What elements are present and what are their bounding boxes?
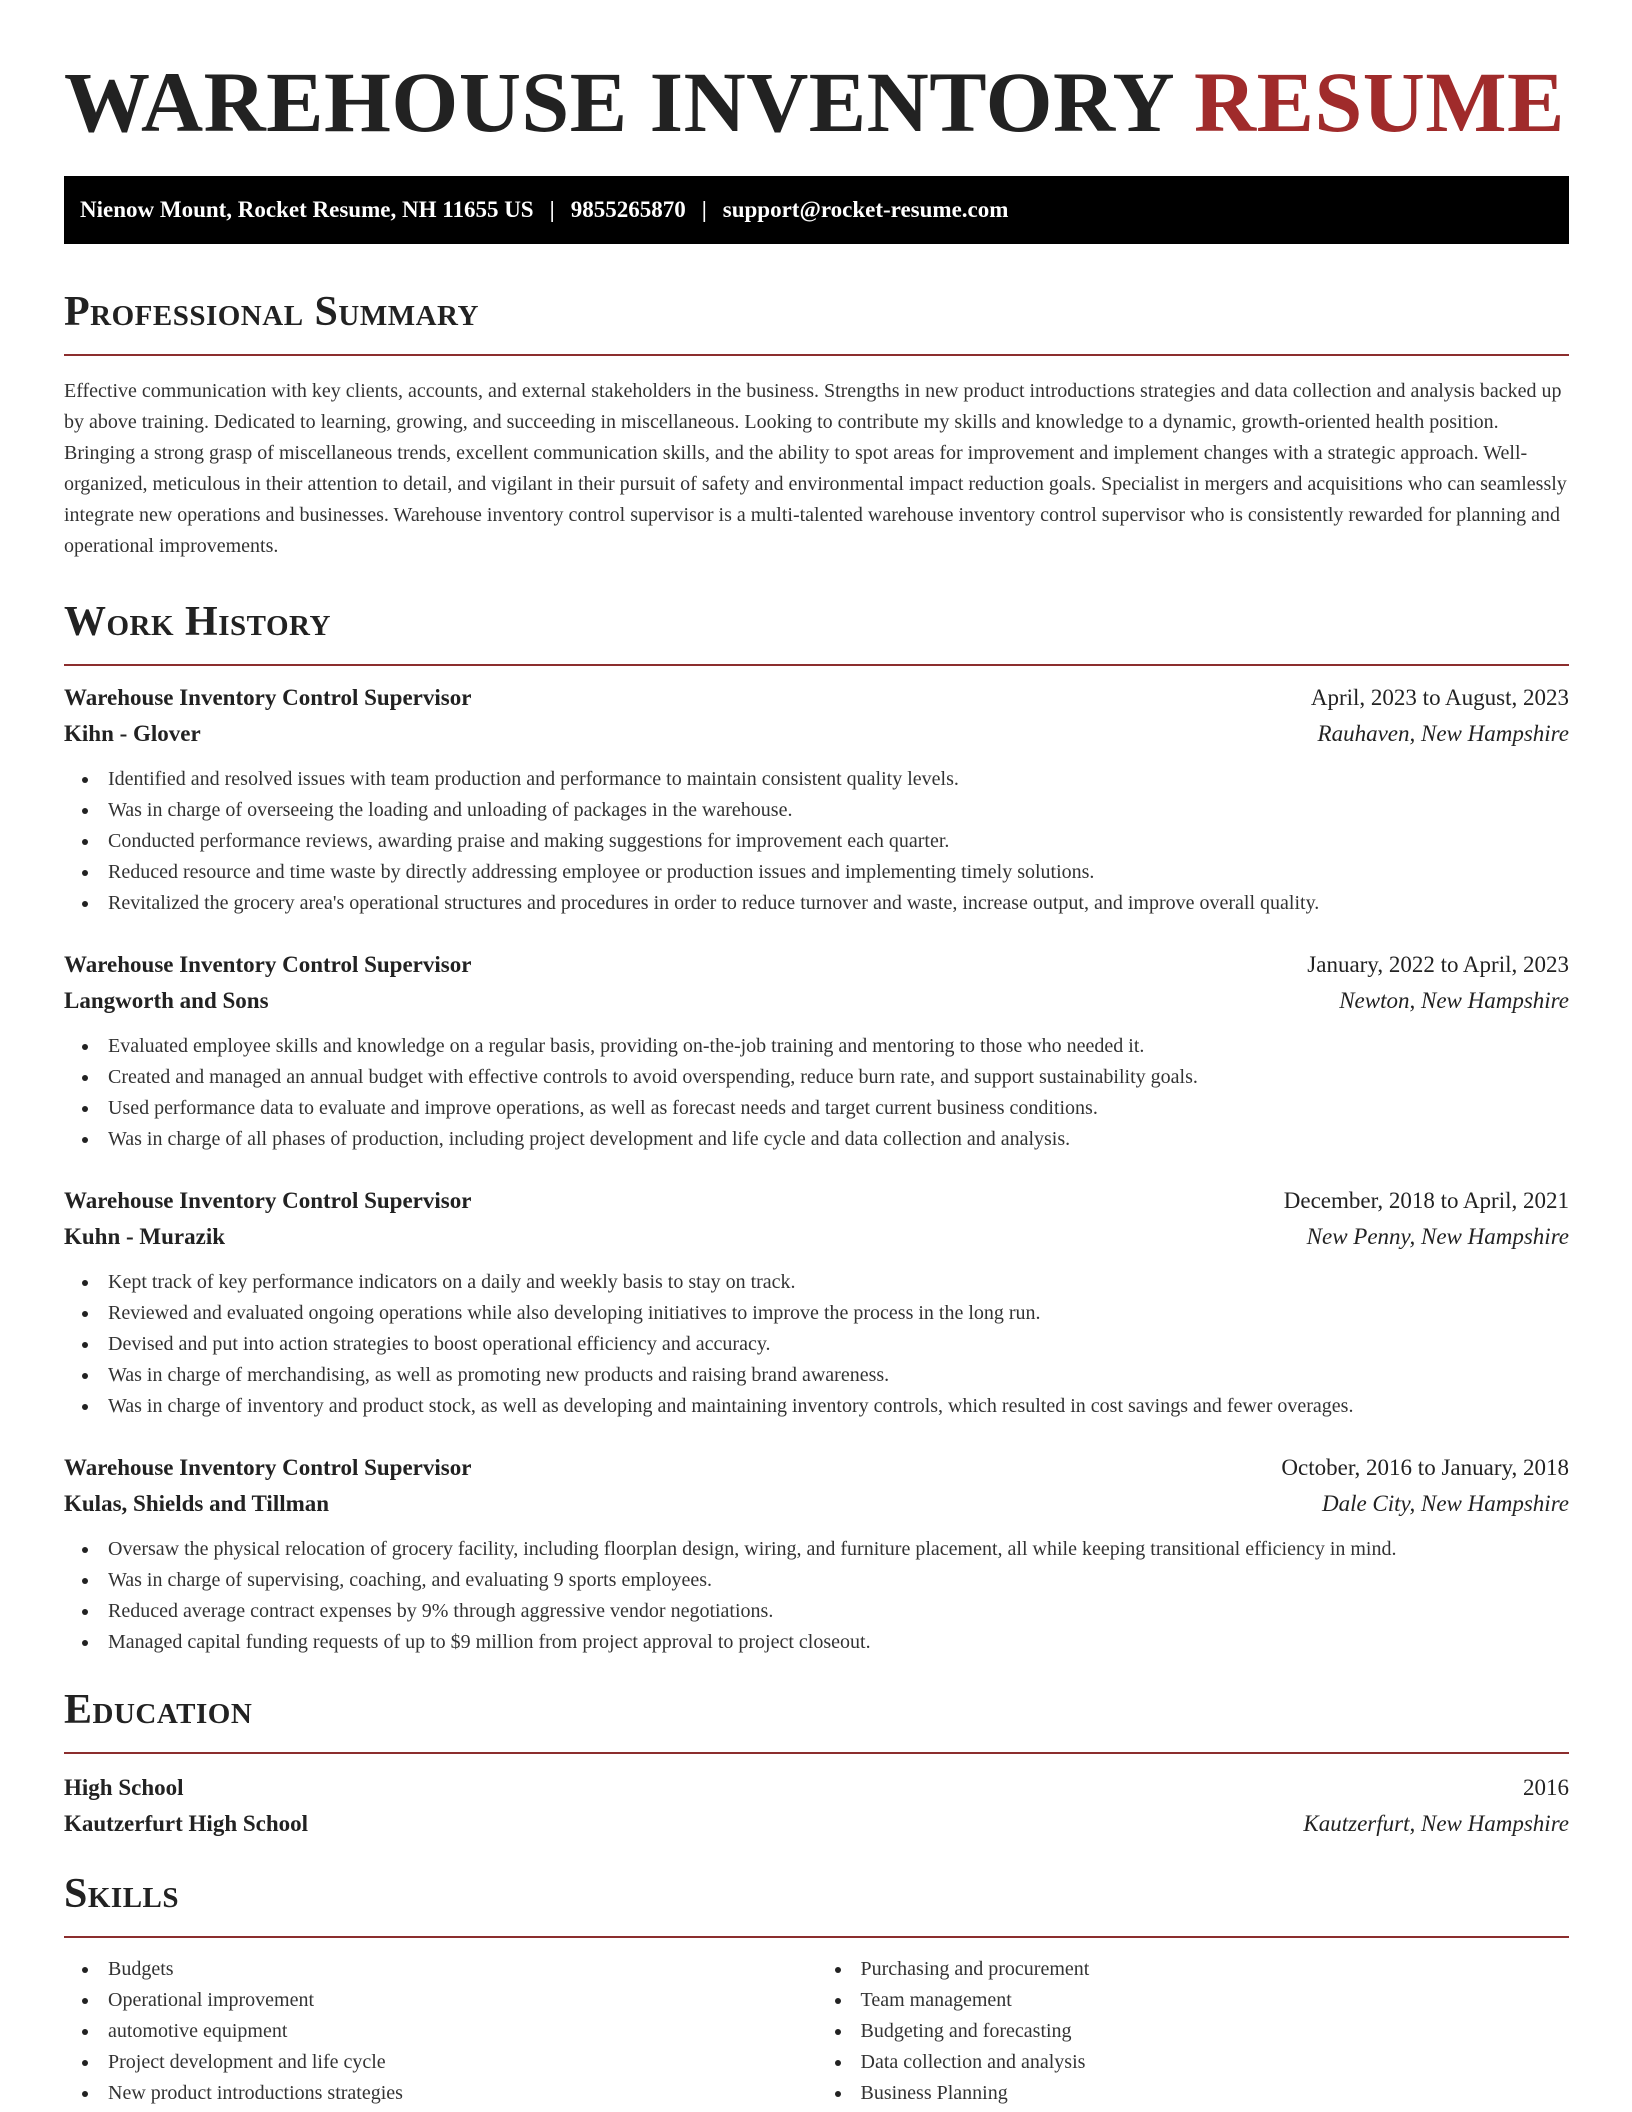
job-title: Warehouse Inventory Control Supervisor bbox=[64, 685, 472, 710]
summary-text: Effective communication with key clients, accounts, and external stakeholders in the business. Strengths in new product introductions strategies and data collection and analysis backed up by above training. Dedicated to learning, growing, and succeeding in miscellaneous. Looking to contribute my skills and knowledge to a dynamic, growth-oriented health position. Bringing a strong grasp of miscellaneous trends, excellent communication skills, and the ability to spot areas for improvement and implement changes with a strategic approach. Well-organized, meticulous in their attention to detail, and vigilant in their pursuit of safety and environmental impact reduction goals. Specialist in mergers and acquisitions who can seamlessly integrate new operations and businesses. Warehouse inventory control supervisor is a multi-talented warehouse inventory control supervisor who is consistently rewarded for planning and operational improvements. bbox=[64, 380, 1567, 557]
contact-address: Nienow Mount, Rocket Resume, NH 11655 US bbox=[80, 197, 534, 222]
job-bullet: Created and managed an annual budget with effective controls to avoid overspending, reduce burn rate, and support sustainability goals. bbox=[108, 1062, 1569, 1093]
section-divider bbox=[64, 664, 1569, 666]
skill-item: Budgets bbox=[108, 1954, 817, 1985]
section-divider bbox=[64, 1752, 1569, 1754]
skill-item: Team management bbox=[861, 1985, 1570, 2016]
job-bullet: Used performance data to evaluate and improve operations, as well as forecast needs and target current business conditions. bbox=[108, 1093, 1569, 1124]
job-row bbox=[64, 1183, 1569, 1219]
job-dates: April, 2023 to August, 2023 bbox=[1310, 685, 1569, 710]
job-bullet: Oversaw the physical relocation of grocery facility, including floorplan design, wiring, and furniture placement, all while keeping transitional efficiency in mind. bbox=[108, 1534, 1569, 1565]
section-heading-work-history: Work History bbox=[64, 599, 331, 645]
job-company: Kihn - Glover bbox=[64, 721, 201, 746]
education-entry bbox=[64, 1770, 1569, 1842]
job-bullet: Reviewed and evaluated ongoing operations while also developing initiatives to improve the process in the long run. bbox=[108, 1298, 1569, 1329]
job-location: Newton, New Hampshire bbox=[1339, 988, 1569, 1013]
skill-item: Business Planning bbox=[861, 2078, 1570, 2109]
summary-section bbox=[64, 286, 1569, 562]
education-section bbox=[64, 1684, 1569, 1842]
job-bullet: Devised and put into action strategies to boost operational efficiency and accuracy. bbox=[108, 1329, 1569, 1360]
job-row bbox=[64, 1486, 1569, 1522]
contact-phone: 9855265870 bbox=[570, 197, 686, 222]
skills-section bbox=[64, 1868, 1569, 2109]
job-bullet: Conducted performance reviews, awarding praise and making suggestions for improvement each quarter. bbox=[108, 826, 1569, 857]
skill-item: Data collection and analysis bbox=[861, 2047, 1570, 2078]
job-bullet: Was in charge of overseeing the loading and unloading of packages in the warehouse. bbox=[108, 795, 1569, 826]
job-bullet: Was in charge of supervising, coaching, and evaluating 9 sports employees. bbox=[108, 1565, 1569, 1596]
work-history-section bbox=[64, 596, 1569, 1658]
job-row bbox=[64, 716, 1569, 752]
section-heading-education: Education bbox=[64, 1687, 253, 1733]
job-company: Langworth and Sons bbox=[64, 988, 269, 1013]
job-bullet: Reduced resource and time waste by directly addressing employee or production issues and implementing timely solutions. bbox=[108, 857, 1569, 888]
job-bullet: Was in charge of all phases of production, including project development and life cycle and data collection and analysis. bbox=[108, 1124, 1569, 1155]
job-row bbox=[64, 1450, 1569, 1486]
job-bullet: Managed capital funding requests of up to $9 million from project approval to project closeout. bbox=[108, 1627, 1569, 1658]
job-bullet: Evaluated employee skills and knowledge on a regular basis, providing on-the-job training and mentoring to those who needed it. bbox=[108, 1031, 1569, 1062]
contact-bar bbox=[64, 176, 1569, 244]
education-year: 2016 bbox=[1523, 1775, 1569, 1800]
education-row bbox=[64, 1770, 1569, 1806]
job-entry bbox=[64, 1450, 1569, 1658]
skill-item: New product introductions strategies bbox=[108, 2078, 817, 2109]
job-title: Warehouse Inventory Control Supervisor bbox=[64, 952, 472, 977]
section-heading-skills: Skills bbox=[64, 1871, 180, 1917]
skills-grid bbox=[64, 1954, 1569, 2109]
title-main: WAREHOUSE INVENTORY bbox=[64, 54, 1172, 150]
job-row bbox=[64, 680, 1569, 716]
job-bullets bbox=[64, 764, 1569, 919]
job-dates: December, 2018 to April, 2021 bbox=[1283, 1188, 1569, 1213]
job-bullet: Identified and resolved issues with team production and performance to maintain consistent quality levels. bbox=[108, 764, 1569, 795]
education-degree: High School bbox=[64, 1775, 184, 1800]
job-row bbox=[64, 1219, 1569, 1255]
job-title: Warehouse Inventory Control Supervisor bbox=[64, 1188, 472, 1213]
skill-item: Purchasing and procurement bbox=[861, 1954, 1570, 1985]
job-bullets bbox=[64, 1031, 1569, 1155]
contact-email: support@rocket-resume.com bbox=[722, 197, 1009, 222]
skill-item: Budgeting and forecasting bbox=[861, 2016, 1570, 2047]
resume-page bbox=[64, 0, 1569, 2109]
job-bullets bbox=[64, 1267, 1569, 1422]
job-row bbox=[64, 983, 1569, 1019]
job-row bbox=[64, 947, 1569, 983]
skill-item: automotive equipment bbox=[108, 2016, 817, 2047]
contact-separator: | bbox=[701, 197, 707, 222]
jobs-list bbox=[64, 680, 1569, 1658]
skills-list-left bbox=[64, 1954, 817, 2109]
section-divider bbox=[64, 354, 1569, 356]
job-location: Dale City, New Hampshire bbox=[1321, 1491, 1569, 1516]
education-row bbox=[64, 1806, 1569, 1842]
job-bullet: Kept track of key performance indicators on a daily and weekly basis to stay on track. bbox=[108, 1267, 1569, 1298]
job-company: Kulas, Shields and Tillman bbox=[64, 1491, 330, 1516]
job-title: Warehouse Inventory Control Supervisor bbox=[64, 1455, 472, 1480]
job-bullet: Was in charge of merchandising, as well as promoting new products and raising brand awareness. bbox=[108, 1360, 1569, 1391]
job-company: Kuhn - Murazik bbox=[64, 1224, 226, 1249]
job-bullet: Revitalized the grocery area's operational structures and procedures in order to reduce turnover and waste, increase output, and improve overall quality. bbox=[108, 888, 1569, 919]
skill-item: Operational improvement bbox=[108, 1985, 817, 2016]
job-entry bbox=[64, 1183, 1569, 1422]
skill-item: Project development and life cycle bbox=[108, 2047, 817, 2078]
skills-list-right bbox=[817, 1954, 1570, 2109]
title-accent: RESUME bbox=[1193, 54, 1565, 150]
job-bullets bbox=[64, 1534, 1569, 1658]
section-divider bbox=[64, 1936, 1569, 1938]
education-school: Kautzerfurt High School bbox=[64, 1811, 309, 1836]
job-entry bbox=[64, 680, 1569, 919]
resume-title bbox=[64, 0, 1569, 152]
section-heading-summary: Professional Summary bbox=[64, 289, 479, 335]
job-bullet: Reduced average contract expenses by 9% through aggressive vendor negotiations. bbox=[108, 1596, 1569, 1627]
job-entry bbox=[64, 947, 1569, 1155]
education-location: Kautzerfurt, New Hampshire bbox=[1303, 1811, 1569, 1836]
job-bullet: Was in charge of inventory and product stock, as well as developing and maintaining inventory controls, which resulted in cost savings and fewer overages. bbox=[108, 1391, 1569, 1422]
contact-separator: | bbox=[549, 197, 555, 222]
job-location: Rauhaven, New Hampshire bbox=[1317, 721, 1569, 746]
job-dates: October, 2016 to January, 2018 bbox=[1281, 1455, 1569, 1480]
job-dates: January, 2022 to April, 2023 bbox=[1307, 952, 1569, 977]
job-location: New Penny, New Hampshire bbox=[1306, 1224, 1569, 1249]
